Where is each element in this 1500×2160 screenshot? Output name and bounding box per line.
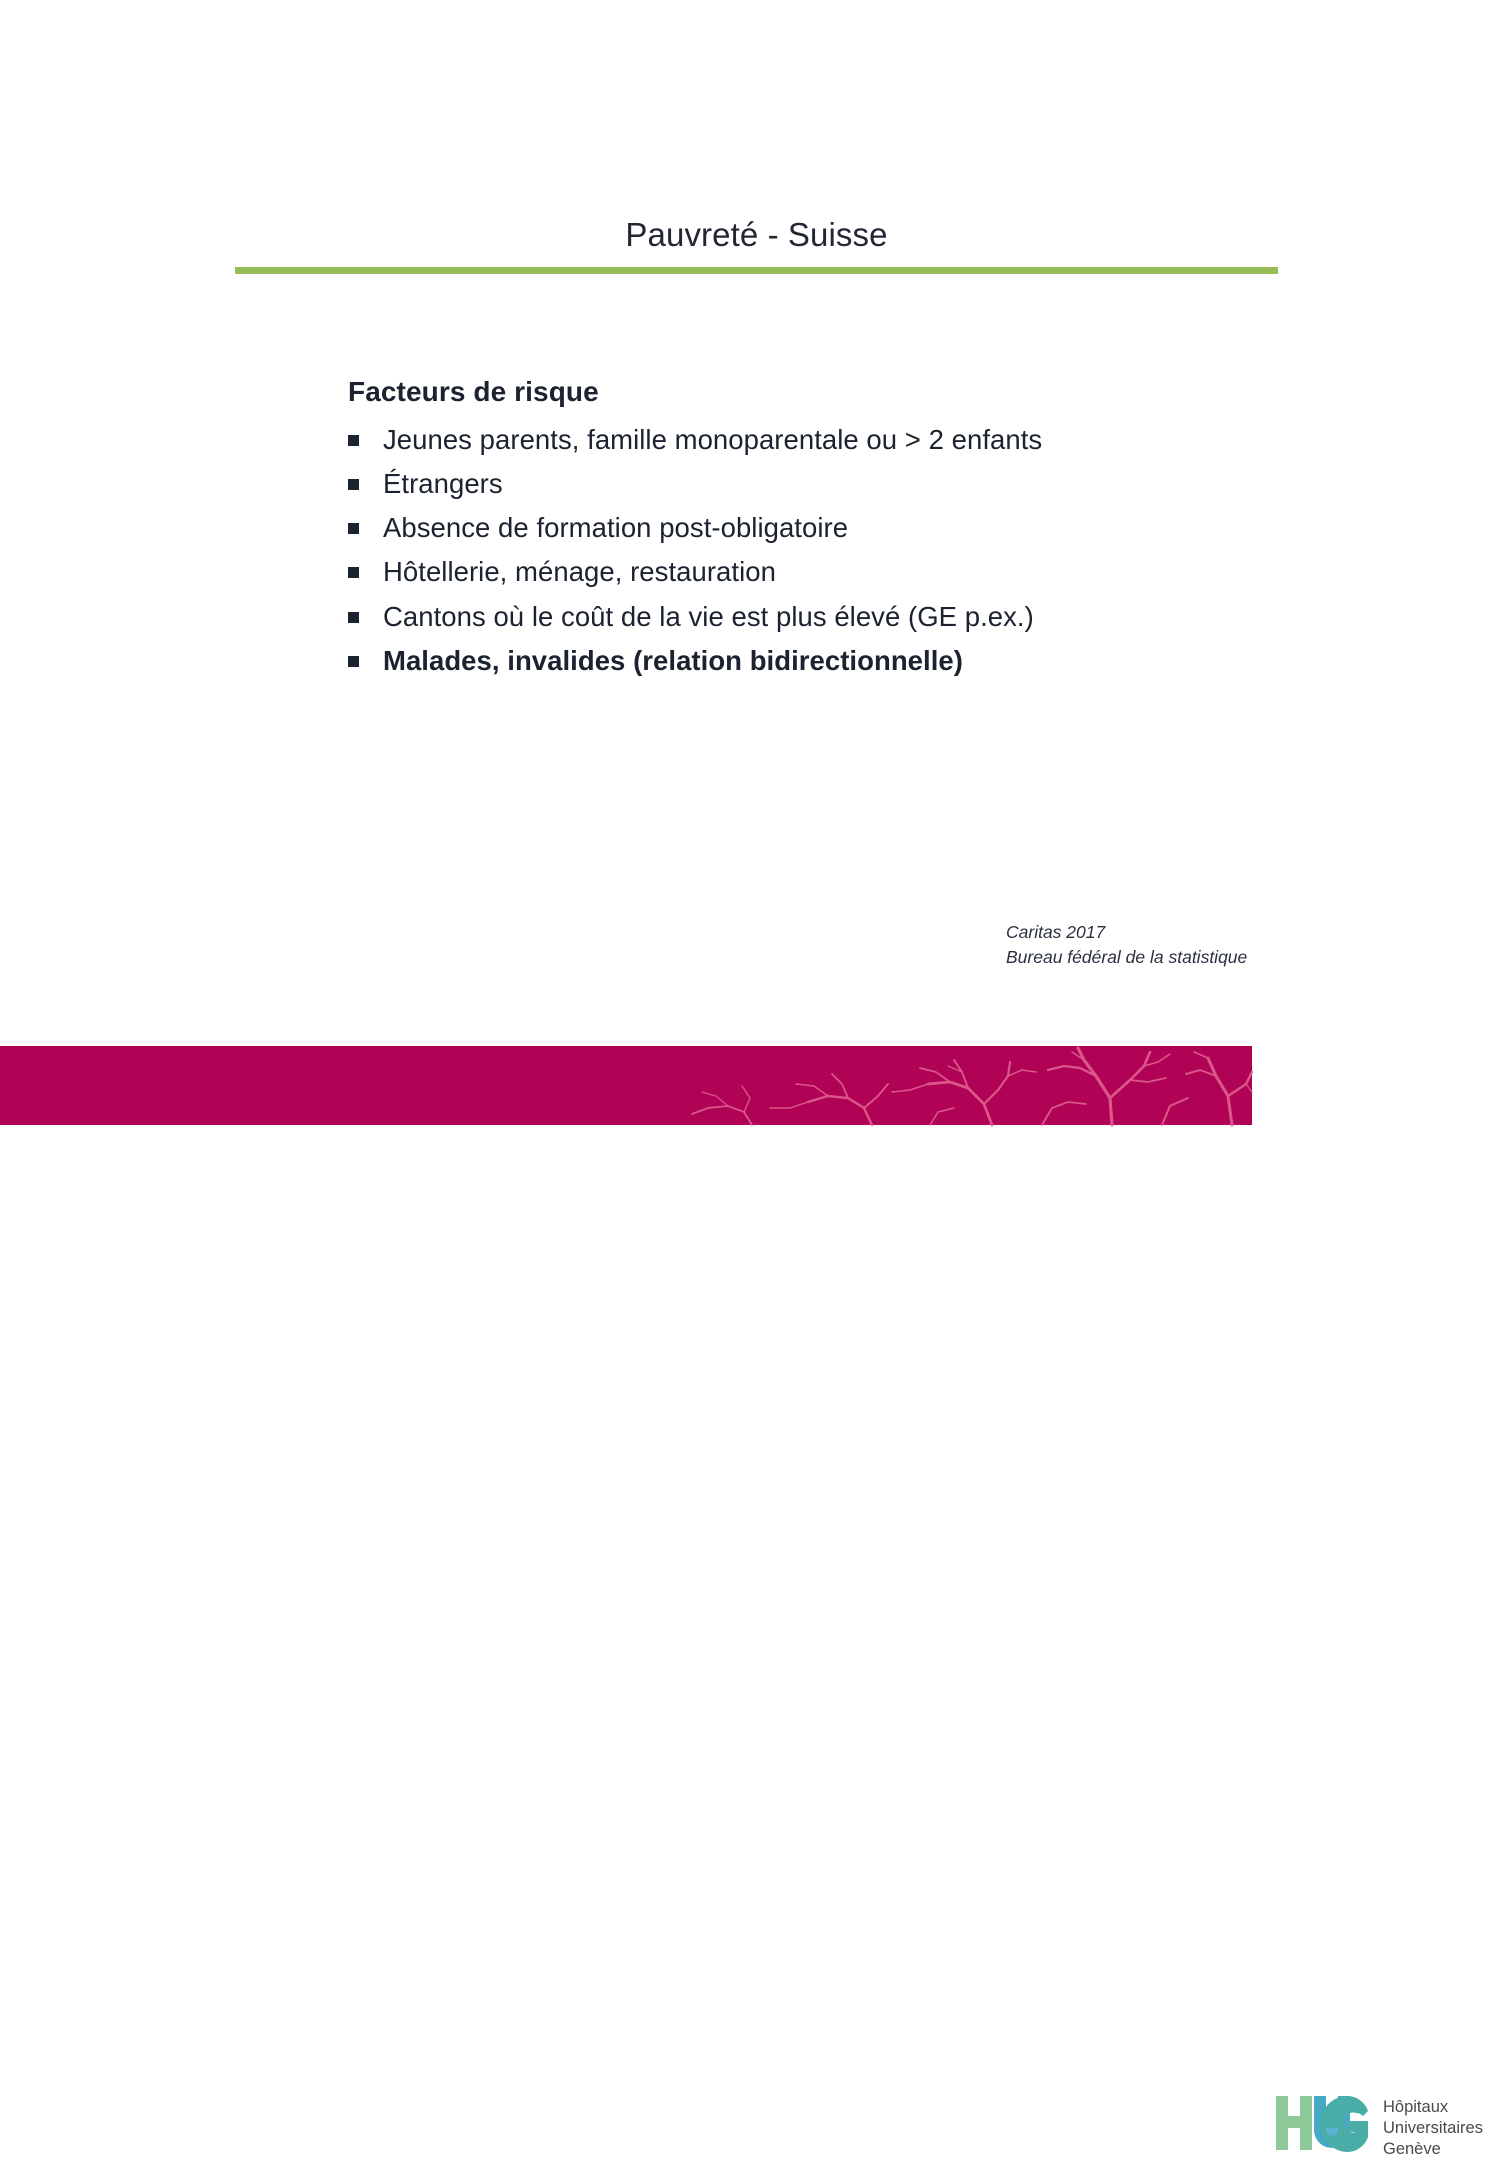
- unige-wordmark: [1128, 2100, 1255, 2145]
- list-item-label: Absence de formation post-obligatoire: [383, 512, 849, 544]
- square-bullet-icon: [348, 656, 359, 667]
- hug-mark-icon: [1274, 2094, 1370, 2152]
- hug-wordmark-line-3: Genève: [1383, 2140, 1441, 2159]
- square-bullet-icon: [348, 479, 359, 490]
- unige-seal-icon: [1070, 2099, 1116, 2145]
- square-bullet-icon: [348, 523, 359, 534]
- unige-wordmark-line-1: UNIVERSITÉ: [1128, 2099, 1256, 2122]
- risk-factors-list: [348, 419, 1208, 682]
- slide-footer: [0, 1046, 1500, 2159]
- hug-logo: [1274, 2094, 1483, 2160]
- square-bullet-icon: [348, 567, 359, 578]
- section-heading: Facteurs de risque: [348, 376, 599, 407]
- list-item: [348, 596, 1208, 637]
- list-item-label: Jeunes parents, famille monoparentale ou > 2 enfants: [383, 423, 1043, 455]
- page-title: Pauvreté - Suisse: [625, 216, 888, 253]
- source-citation: [1006, 920, 1247, 971]
- list-item-label: Étrangers: [383, 467, 503, 499]
- branching-tree-pattern-icon: [692, 1046, 1252, 1125]
- list-item-label: Hôtellerie, ménage, restauration: [383, 556, 776, 588]
- square-bullet-icon: [348, 435, 359, 446]
- hug-wordmark: [1383, 2094, 1483, 2160]
- list-item-label: Malades, invalides (relation bidirectionnelle): [383, 644, 963, 676]
- list-item: [348, 551, 1208, 592]
- content-block: [348, 375, 1208, 684]
- list-item: [348, 507, 1208, 548]
- title-block: [235, 216, 1278, 274]
- source-line-1: Caritas 2017: [1006, 922, 1106, 942]
- list-item: [348, 419, 1208, 460]
- list-item: [348, 640, 1208, 681]
- list-item: [348, 463, 1208, 504]
- unige-logo: [1070, 2099, 1255, 2145]
- unige-wordmark-line-2: DE GENÈVE: [1128, 2122, 1251, 2144]
- footer-magenta-band: [0, 1046, 1252, 1125]
- title-underline-rule: [235, 267, 1278, 274]
- list-item-label: Cantons où le coût de la vie est plus élevé (GE p.ex.): [383, 600, 1034, 632]
- hug-wordmark-line-2: Universitaires: [1383, 2119, 1483, 2138]
- square-bullet-icon: [348, 612, 359, 623]
- source-line-2: Bureau fédéral de la statistique: [1006, 947, 1248, 968]
- hug-wordmark-line-1: Hôpitaux: [1383, 2098, 1449, 2116]
